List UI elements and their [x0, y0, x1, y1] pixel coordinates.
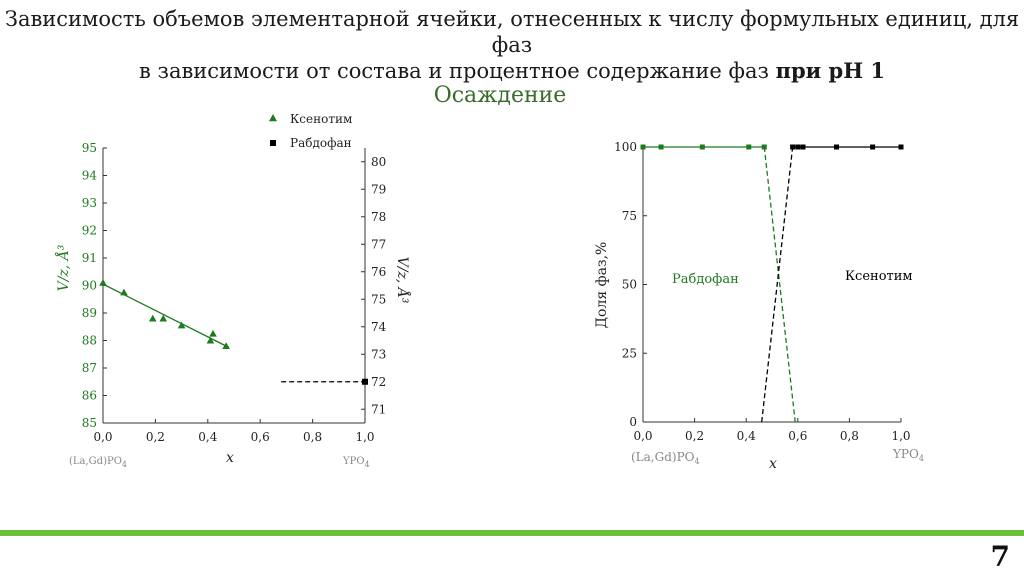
chart2-y-tick-label: 25	[621, 346, 637, 361]
page-number: 7	[990, 540, 1010, 573]
chart2-rhabdophane-point	[700, 145, 705, 150]
chart1-x-tick-label: 0,4	[198, 430, 218, 444]
chart2-x-axis-label: x	[769, 456, 777, 472]
chart1-right-tick-label: 75	[371, 292, 387, 307]
chart1-legend-label: Ксенотим	[290, 112, 353, 126]
chart1-left-tick-label: 95	[81, 141, 97, 155]
chart2-xenotime-point	[899, 145, 904, 150]
chart2-rhabdophane-point	[762, 145, 767, 150]
chart1-legend-square-icon	[270, 140, 276, 146]
chart1-xenotime-point	[99, 279, 107, 286]
chart1-x-end-right: $YPO_4$	[343, 456, 370, 469]
chart1-right-tick-label: 78	[371, 209, 387, 224]
chart1-right-tick-label: 80	[371, 154, 387, 169]
chart2-y-tick-label: 100	[614, 140, 637, 154]
chart1-left-tick-label: 86	[81, 388, 97, 403]
chart1-legend-triangle-icon	[269, 114, 277, 121]
chart1-left-tick-label: 92	[81, 223, 97, 238]
slide-title-line1: Зависимость объемов элементарной ячейки, отнесенных к числу формульных единиц, для фаз	[4, 7, 1020, 57]
chart2-xenotime-dashed-line	[762, 147, 793, 422]
chart2-x-tick-label: 0,6	[788, 429, 808, 443]
chart1-xenotime-point	[222, 342, 230, 349]
chart1-xenotime-point	[209, 330, 217, 337]
chart1-left-tick-label: 88	[81, 333, 97, 348]
chart2-x-tick-label: 0,0	[633, 429, 653, 443]
chart2-annotation-rhabdophane: Рабдофан	[672, 272, 739, 287]
chart1-right-tick-label: 76	[371, 264, 387, 279]
chart2-x-tick-label: 0,8	[839, 429, 859, 443]
chart1-x-tick-label: 0,8	[303, 430, 323, 444]
chart2-xenotime-point	[790, 145, 795, 150]
chart1-xenotime-point	[149, 315, 157, 322]
chart1-left-tick-label: 90	[81, 278, 97, 293]
slide-title-line2-prefix: в зависимости от состава и процентное содержание фаз	[139, 59, 776, 83]
chart1-x-tick-label: 1,0	[355, 430, 375, 444]
chart1-x-axis-label: x	[226, 450, 234, 466]
chart2-y-tick-label: 0	[629, 415, 637, 429]
chart2-y-tick-label: 50	[621, 277, 637, 292]
chart2-x-tick-label: 1,0	[891, 429, 911, 443]
footer-accent-bar	[0, 530, 1024, 536]
chart1-right-tick-label: 73	[371, 347, 387, 362]
chart2-rhabdophane-point	[659, 145, 664, 150]
chart1-left-tick-label: 91	[81, 251, 97, 265]
chart2-rhabdophane-point	[641, 145, 646, 150]
chart2-xenotime-point	[800, 145, 805, 150]
chart1-y-left-label: V/z, Å³	[56, 244, 72, 292]
chart1-left-tick-label: 87	[81, 361, 97, 375]
chart1-right-tick-label: 79	[371, 182, 387, 197]
chart2-xenotime-point	[795, 145, 800, 150]
chart2-y-tick-label: 75	[621, 208, 637, 223]
chart1-xenotime-point	[120, 289, 128, 296]
chart2-x-tick-label: 0,2	[685, 429, 705, 443]
chart2-x-end-left: $(La,Gd)PO_4$	[631, 450, 700, 466]
slide-title-line2-bold: при pH 1	[775, 58, 885, 83]
chart2-x-tick-label: 0,4	[736, 429, 756, 443]
chart1-x-tick-label: 0,2	[145, 430, 165, 444]
chart1-right-tick-label: 77	[371, 237, 387, 252]
chart1-left-tick-label: 89	[81, 306, 97, 320]
chart1-right-tick-label: 71	[371, 402, 387, 417]
chart1-legend-label: Рабдофан	[290, 136, 352, 150]
chart1-left-tick-label: 94	[81, 168, 97, 183]
chart2-x-end-right: $YPO_4$	[893, 447, 924, 463]
chart2-annotation-xenotime: Ксенотим	[845, 269, 913, 284]
chart1-x-end-left: $(La,Gd)PO_4$	[69, 456, 127, 469]
chart1-rhabdophane-point	[362, 379, 368, 385]
chart1-x-tick-label: 0,0	[93, 430, 113, 444]
chart1-right-tick-label: 72	[371, 374, 387, 389]
chart2-xenotime-point	[834, 145, 839, 150]
chart2-xenotime-point	[870, 145, 875, 150]
chart1-x-tick-label: 0,6	[250, 430, 270, 444]
chart2-y-axis-label: Доля фаз,%	[594, 241, 610, 329]
slide-subtitle: Осаждение	[433, 83, 567, 108]
chart1-left-tick-label: 85	[81, 416, 97, 430]
chart1-right-tick-label: 74	[371, 319, 387, 334]
chart2-rhabdophane-dashed-line	[764, 147, 795, 422]
chart2-rhabdophane-point	[746, 145, 751, 150]
chart1-y-right-label: V/z, Å³	[394, 256, 410, 304]
chart1-left-tick-label: 93	[81, 196, 97, 210]
